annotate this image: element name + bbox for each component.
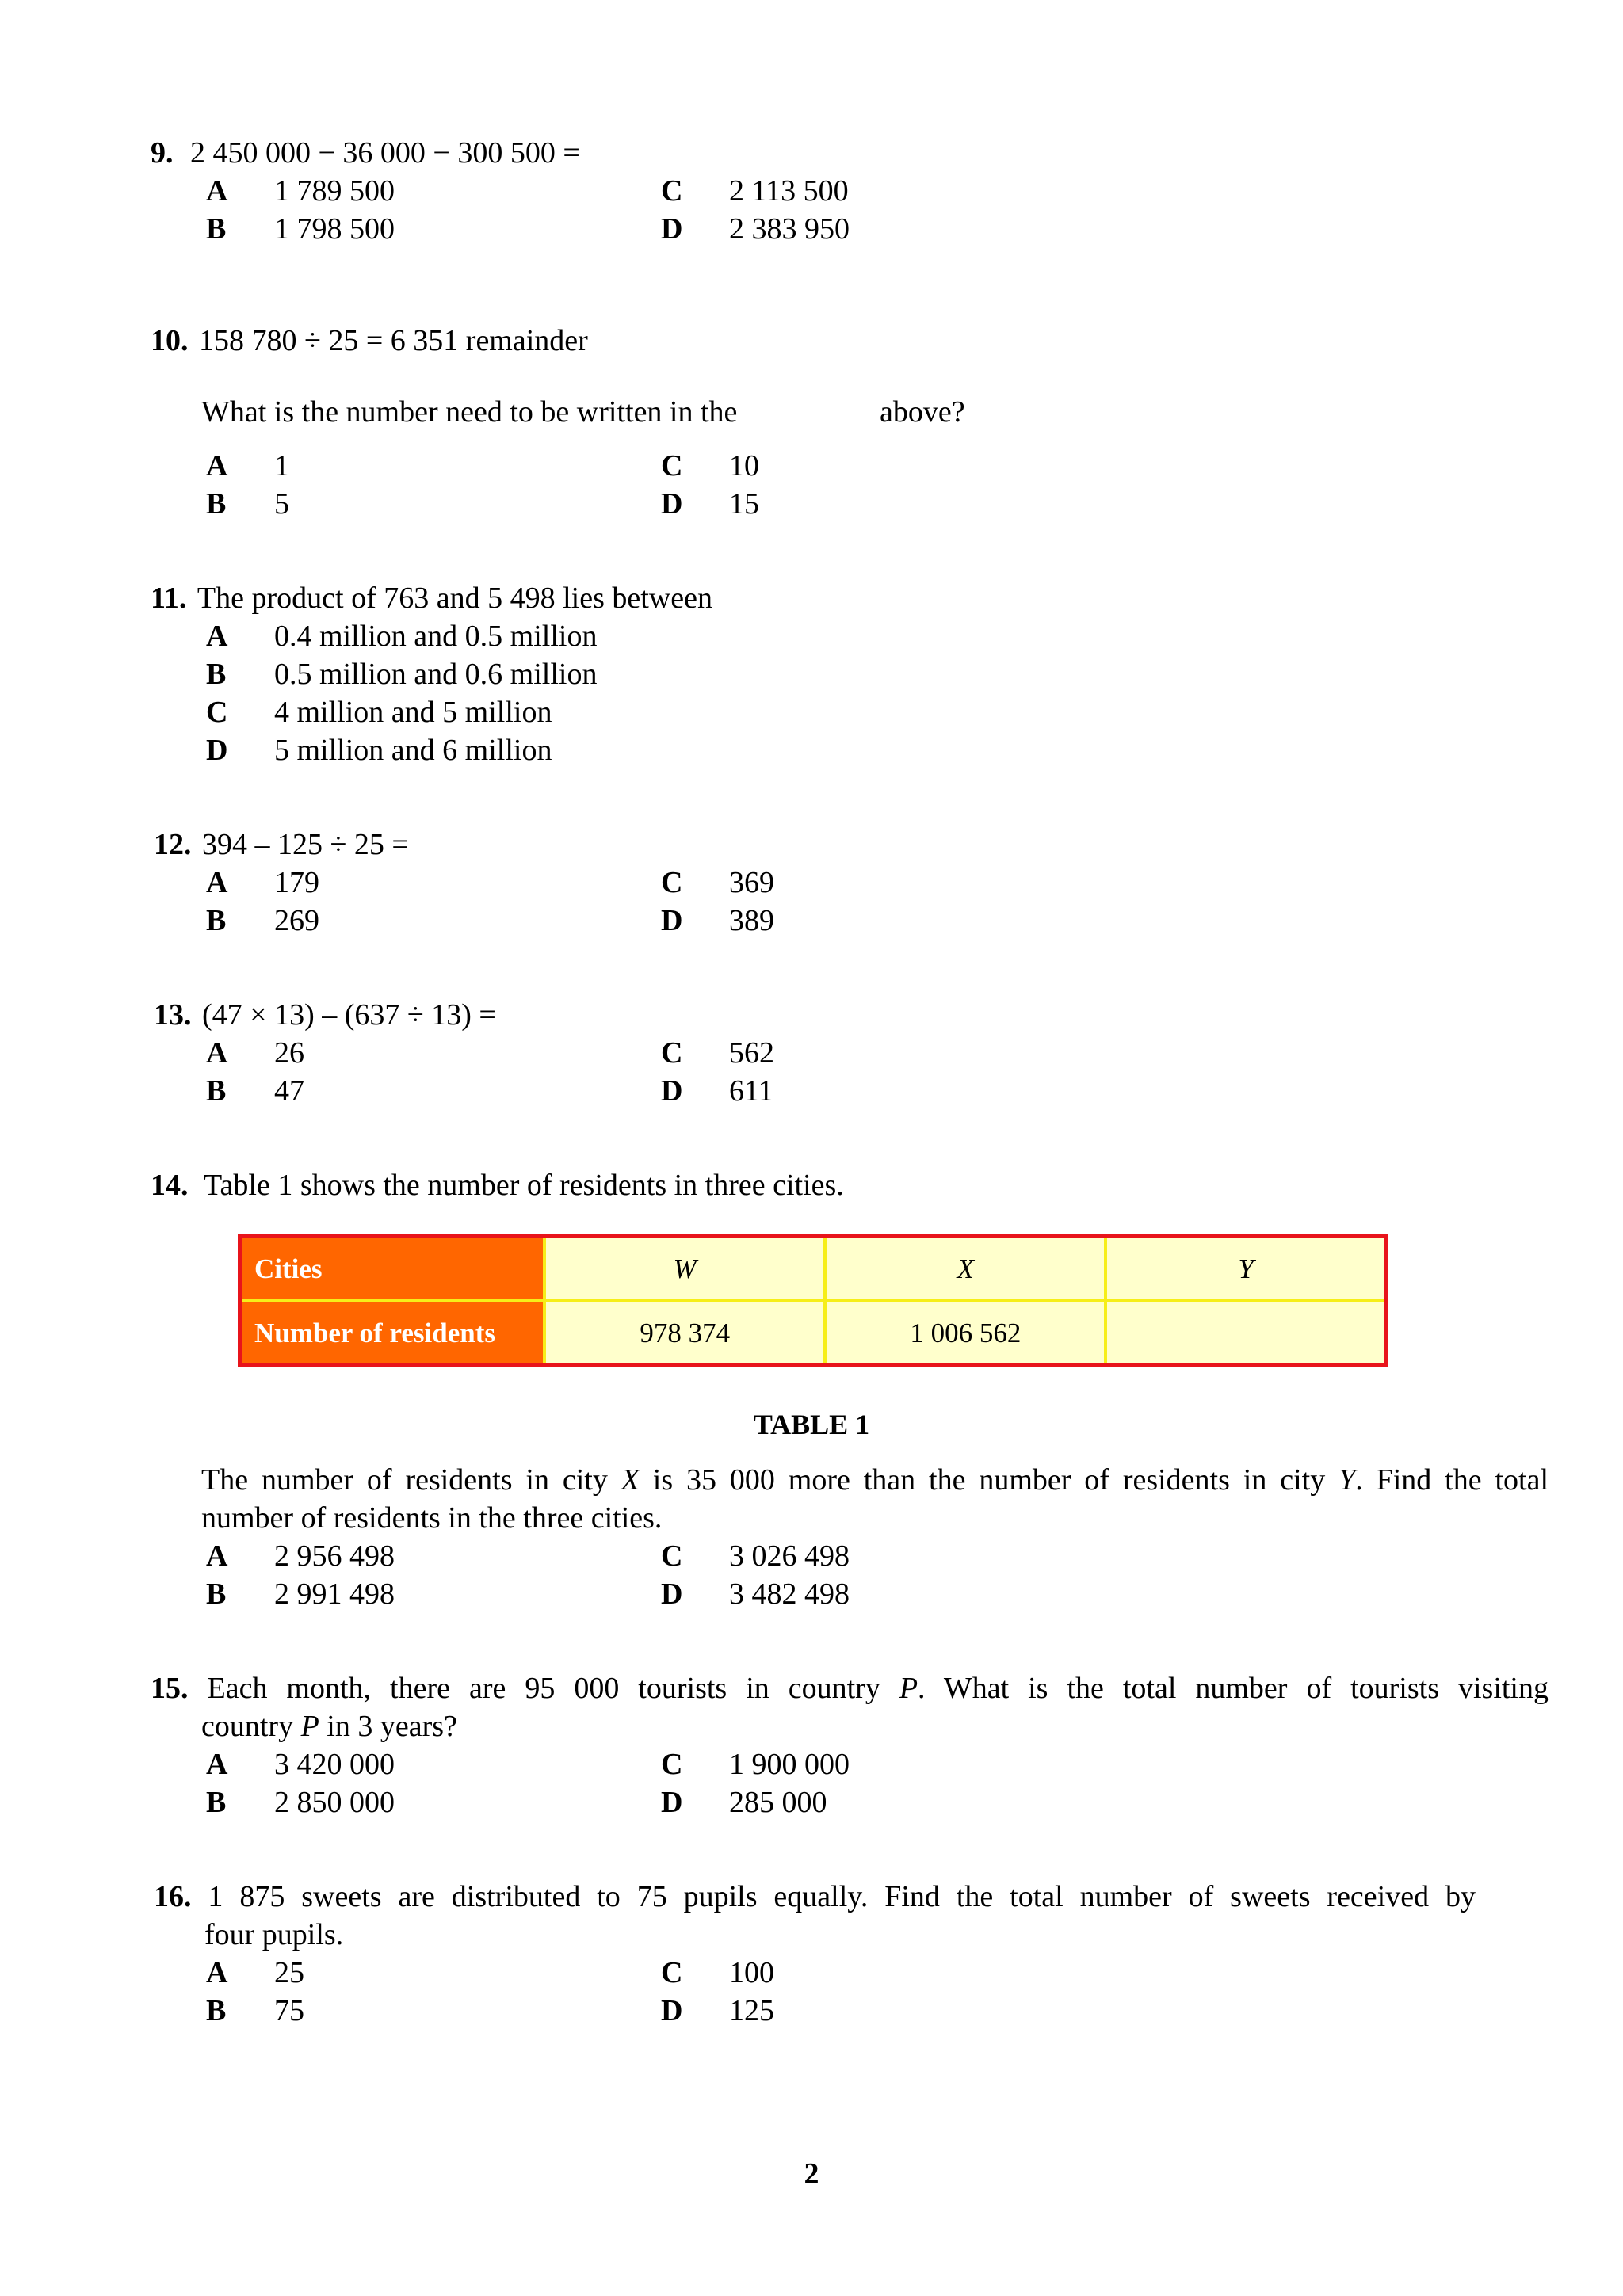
- question-number: 12.: [154, 828, 192, 861]
- option-letter: A: [206, 620, 228, 653]
- option-letter: C: [661, 1748, 683, 1781]
- option-value: 1: [274, 449, 289, 482]
- option-value: 562: [729, 1036, 774, 1070]
- table-row: [240, 1301, 1387, 1366]
- table-cell-residents-x: 1 006 562: [825, 1301, 1106, 1366]
- question-13: [154, 996, 496, 1034]
- option-letter: D: [661, 904, 683, 937]
- question-text-line2: number of residents in the three cities.: [201, 1501, 663, 1535]
- page-number: 2: [804, 2157, 819, 2191]
- question-14: [151, 1166, 844, 1204]
- question-12: [154, 826, 409, 864]
- option-letter: B: [206, 658, 227, 691]
- option-letter: C: [206, 696, 228, 729]
- table-cell-city-x: X: [825, 1237, 1106, 1302]
- question-11: [151, 579, 712, 617]
- option-value: 611: [729, 1074, 773, 1108]
- option-value: 2 956 498: [274, 1539, 395, 1573]
- option-letter: C: [661, 449, 683, 482]
- option-value: 4 million and 5 million: [274, 696, 552, 729]
- option-value: 2 113 500: [729, 174, 849, 208]
- text-part-italic: P: [300, 1710, 319, 1743]
- question-prompt-left: What is the number need to be written in the: [201, 395, 738, 429]
- question-stem: 158 780 ÷ 25 = 6 351 remainder: [199, 324, 588, 357]
- question-stem: The product of 763 and 5 498 lies between: [197, 582, 712, 615]
- question-number: 9.: [151, 136, 174, 170]
- option-value: 100: [729, 1956, 774, 1989]
- option-value: 3 420 000: [274, 1748, 395, 1781]
- option-letter: A: [206, 1539, 228, 1573]
- table-cell-city-w: W: [544, 1237, 825, 1302]
- option-letter: D: [206, 734, 228, 767]
- text-part-italic: P: [899, 1672, 918, 1705]
- question-16-line2: four pupils.: [204, 1918, 344, 1951]
- question-text-line1: [201, 1461, 1549, 1499]
- question-prompt-right: above?: [880, 395, 965, 429]
- text-part: is 35 000 more than the number of residents in city: [639, 1463, 1339, 1497]
- table-cell-residents-w: 978 374: [544, 1301, 825, 1366]
- text-part-italic: X: [621, 1463, 640, 1497]
- table-row: [240, 1237, 1387, 1302]
- option-value: 389: [729, 904, 774, 937]
- option-value: 125: [729, 1994, 774, 2027]
- option-letter: A: [206, 1956, 228, 1989]
- question-15: [151, 1669, 1549, 1707]
- option-letter: D: [661, 487, 683, 521]
- option-letter: A: [206, 1748, 228, 1781]
- option-letter: B: [206, 1577, 227, 1611]
- question-stem: 1 875 sweets are distributed to 75 pupils equally. Find the total number of sweets received by: [208, 1880, 1476, 1913]
- question-number: 14.: [151, 1169, 189, 1202]
- table-cell-city-y: Y: [1106, 1237, 1386, 1302]
- option-value: 2 383 950: [729, 212, 850, 246]
- option-value: 179: [274, 866, 319, 899]
- option-value: 269: [274, 904, 319, 937]
- text-part: . Find the total: [1355, 1463, 1549, 1497]
- option-letter: C: [661, 1539, 683, 1573]
- text-part: in 3 years?: [319, 1710, 457, 1743]
- option-letter: D: [661, 212, 683, 246]
- option-letter: C: [661, 1036, 683, 1070]
- question-number: 11.: [151, 582, 187, 615]
- option-value: 47: [274, 1074, 304, 1108]
- option-letter: D: [661, 1994, 683, 2027]
- option-value: 10: [729, 449, 759, 482]
- question-stem: (47 × 13) – (637 ÷ 13) =: [202, 998, 496, 1032]
- option-value: 0.5 million and 0.6 million: [274, 658, 598, 691]
- table-header-cities: Cities: [240, 1237, 545, 1302]
- option-value: 3 026 498: [729, 1539, 850, 1573]
- option-letter: B: [206, 1074, 227, 1108]
- question-number: 10.: [151, 324, 189, 357]
- option-value: 5 million and 6 million: [274, 734, 552, 767]
- text-part: . What is the total number of tourists visiting: [918, 1672, 1549, 1705]
- residents-table: [238, 1234, 1388, 1367]
- table-cell-residents-y: [1106, 1301, 1386, 1366]
- text-part: The number of residents in city: [201, 1463, 621, 1497]
- option-value: 1 798 500: [274, 212, 395, 246]
- option-value: 5: [274, 487, 289, 521]
- option-letter: A: [206, 174, 228, 208]
- question-10: [151, 322, 588, 360]
- option-letter: B: [206, 1994, 227, 2027]
- text-part: Each month, there are 95 000 tourists in country: [207, 1672, 899, 1705]
- question-stem: 2 450 000 − 36 000 − 300 500 =: [190, 136, 580, 170]
- option-value: 3 482 498: [729, 1577, 850, 1611]
- table-header-residents: Number of residents: [240, 1301, 545, 1366]
- option-letter: C: [661, 1956, 683, 1989]
- option-letter: D: [661, 1074, 683, 1108]
- option-letter: B: [206, 487, 227, 521]
- question-9: [151, 134, 580, 172]
- question-number: 16.: [154, 1880, 192, 1913]
- question-stem: Table 1 shows the number of residents in three cities.: [204, 1169, 844, 1202]
- option-value: 369: [729, 866, 774, 899]
- option-value: 1 900 000: [729, 1748, 850, 1781]
- option-letter: B: [206, 1786, 227, 1819]
- option-letter: A: [206, 449, 228, 482]
- option-value: 2 991 498: [274, 1577, 395, 1611]
- text-part-italic: Y: [1338, 1463, 1356, 1497]
- text-part: country: [201, 1710, 301, 1743]
- question-15-line2: [201, 1707, 457, 1745]
- option-value: 25: [274, 1956, 304, 1989]
- option-letter: C: [661, 174, 683, 208]
- option-letter: B: [206, 212, 227, 246]
- option-value: 285 000: [729, 1786, 827, 1819]
- option-letter: D: [661, 1786, 683, 1819]
- option-letter: D: [661, 1577, 683, 1611]
- question-16: [154, 1878, 1476, 1916]
- option-letter: C: [661, 866, 683, 899]
- option-value: 75: [274, 1994, 304, 2027]
- option-letter: B: [206, 904, 227, 937]
- option-letter: A: [206, 866, 228, 899]
- question-number: 13.: [154, 998, 192, 1032]
- option-letter: A: [206, 1036, 228, 1070]
- table-caption: TABLE 1: [753, 1409, 870, 1440]
- option-value: 1 789 500: [274, 174, 395, 208]
- question-stem: 394 – 125 ÷ 25 =: [202, 828, 409, 861]
- option-value: 0.4 million and 0.5 million: [274, 620, 598, 653]
- question-number: 15.: [151, 1672, 189, 1705]
- option-value: 15: [729, 487, 759, 521]
- option-value: 2 850 000: [274, 1786, 395, 1819]
- option-value: 26: [274, 1036, 304, 1070]
